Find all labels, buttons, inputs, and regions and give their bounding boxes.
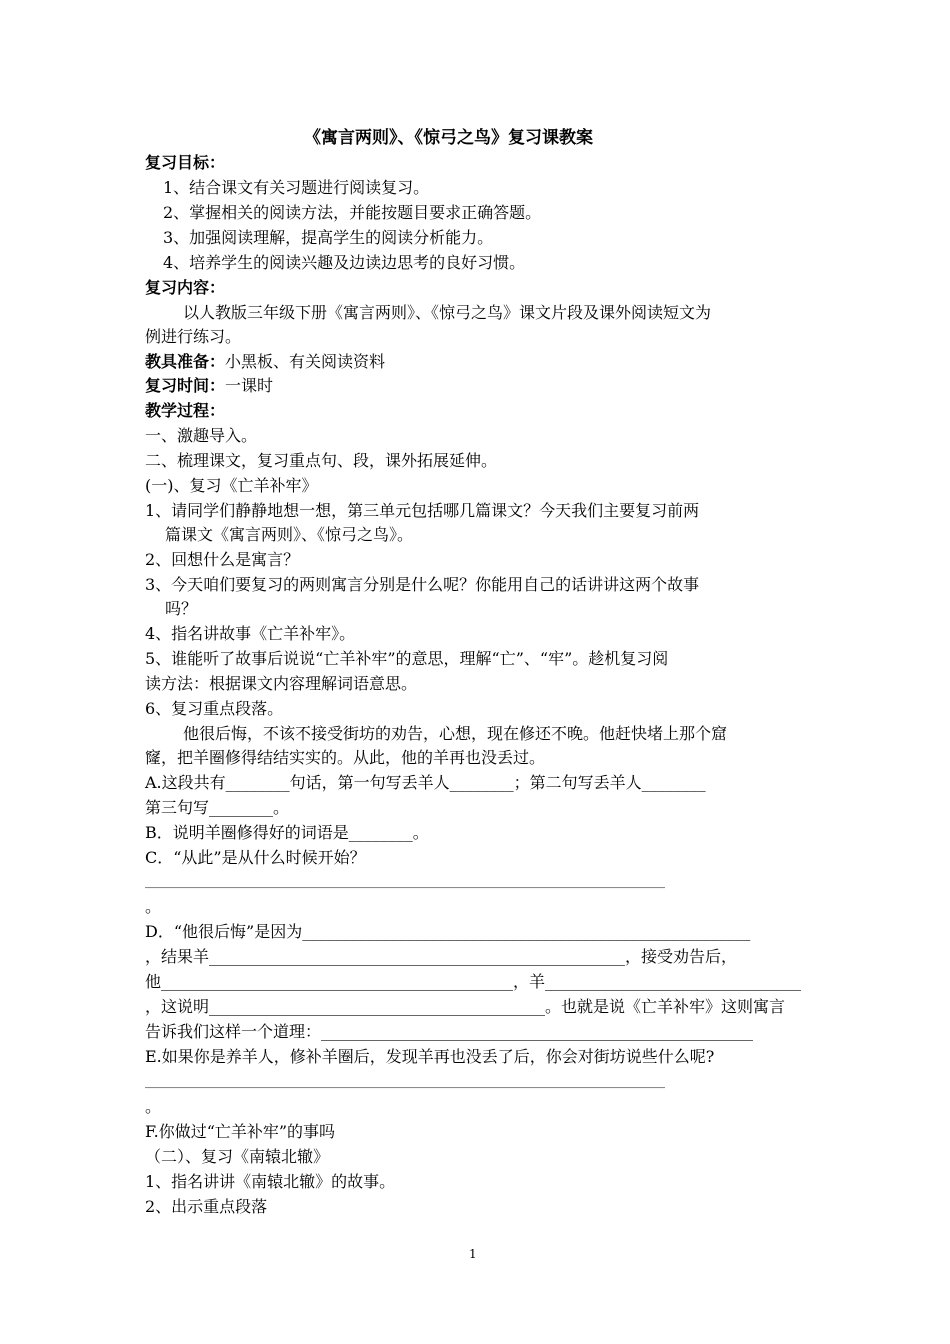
- body-line: 2、回想什么是寓言？: [145, 550, 300, 569]
- body-line: 读方法：根据课文内容理解词语意思。: [145, 674, 418, 693]
- body-line: E.如果你是养羊人，修补羊圈后，发现羊再也没丢了后，你会对街坊说些什么呢?: [145, 1047, 715, 1066]
- body-line: 第三句写________。: [145, 798, 290, 817]
- answer-blank-line: ________________________________________________________________________________: [145, 874, 665, 889]
- body-line: 1、指名讲讲《南辕北辙》的故事。: [145, 1172, 396, 1191]
- goal-item: 1、结合课文有关习题进行阅读复习。: [163, 178, 430, 197]
- body-line: 4、指名讲故事《亡羊补牢》。: [145, 624, 356, 643]
- body-line: D．“他很后悔”是因为________________________________________________________: [145, 922, 751, 941]
- body-line: F.你做过“亡羊补牢”的事吗: [145, 1122, 336, 1141]
- goal-item: 2、掌握相关的阅读方法，并能按题目要求正确答题。: [163, 203, 542, 222]
- content-line: 以人教版三年级下册《寓言两则》、《惊弓之鸟》课文片段及课外阅读短文为: [183, 303, 712, 322]
- body-line: 篇课文《寓言两则》、《惊弓之鸟》。: [165, 525, 414, 544]
- body-line: (一)、复习《亡羊补牢》: [145, 476, 318, 495]
- process-heading: 教学过程：: [145, 401, 226, 420]
- time-label: 复习时间：: [145, 376, 226, 395]
- page-number: 1: [469, 1247, 477, 1261]
- body-line: 6、复习重点段落。: [145, 699, 284, 718]
- body-line: C．“从此”是从什么时候开始？: [145, 848, 366, 867]
- body-line: 窿，把羊圈修得结结实实的。从此，他的羊再也没丢过。: [145, 748, 546, 767]
- body-line: 。: [145, 897, 162, 916]
- body-line: ，这说明__________________________________________。也就是说《亡羊补牢》这则寓言: [145, 997, 786, 1016]
- body-line: 二、梳理课文，复习重点句、段，课外拓展延伸。: [145, 451, 498, 470]
- body-line: 3、今天咱们要复习的两则寓言分别是什么呢？你能用自己的话讲讲这两个故事: [145, 575, 700, 594]
- body-line: 1、请同学们静静地想一想，第三单元包括哪几篇课文？今天我们主要复习前两: [145, 501, 700, 520]
- content-heading: 复习内容：: [145, 278, 226, 297]
- tools-row: [145, 351, 385, 373]
- body-line: 5、谁能听了故事后说说“亡羊补牢”的意思，理解“亡”、“牢”。趁机复习阅: [145, 649, 669, 668]
- body-line: A.这段共有________句话，第一句写丢羊人________；第二句写丢羊人________: [145, 773, 706, 792]
- goals-heading: 复习目标：: [145, 153, 226, 172]
- body-line: 一、激趣导入。: [145, 426, 258, 445]
- goal-item: 4、培养学生的阅读兴趣及边读边思考的良好习惯。: [163, 253, 526, 272]
- time-value: 一课时: [225, 376, 274, 395]
- body-line: （二）、复习《南辕北辙》: [145, 1147, 330, 1166]
- content-line: 例进行练习。: [145, 327, 242, 346]
- tools-value: 小黑板、有关阅读资料: [225, 352, 386, 371]
- document-title: 《寓言两则》、《惊弓之鸟》复习课教案: [304, 128, 593, 148]
- body-line: 吗？: [165, 599, 198, 618]
- tools-label: 教具准备：: [145, 352, 226, 371]
- goal-item: 3、加强阅读理解，提高学生的阅读分析能力。: [163, 228, 494, 247]
- body-line: 告诉我们这样一个道理：______________________________________________________: [145, 1022, 754, 1041]
- body-line: 他很后悔，不该不接受街坊的劝告，心想，现在修还不晚。他赶快堵上那个窟: [183, 724, 728, 743]
- body-line: B．说明羊圈修得好的词语是________。: [145, 823, 429, 842]
- body-line: 他____________________________________________，羊________________________________: [145, 972, 802, 991]
- time-row: [145, 375, 273, 397]
- body-line: 2、出示重点段落: [145, 1197, 268, 1216]
- body-line: 。: [145, 1097, 162, 1116]
- answer-blank-line: ________________________________________________________________________________: [145, 1074, 665, 1089]
- body-line: ，结果羊____________________________________________________，接受劝告后，: [145, 947, 738, 966]
